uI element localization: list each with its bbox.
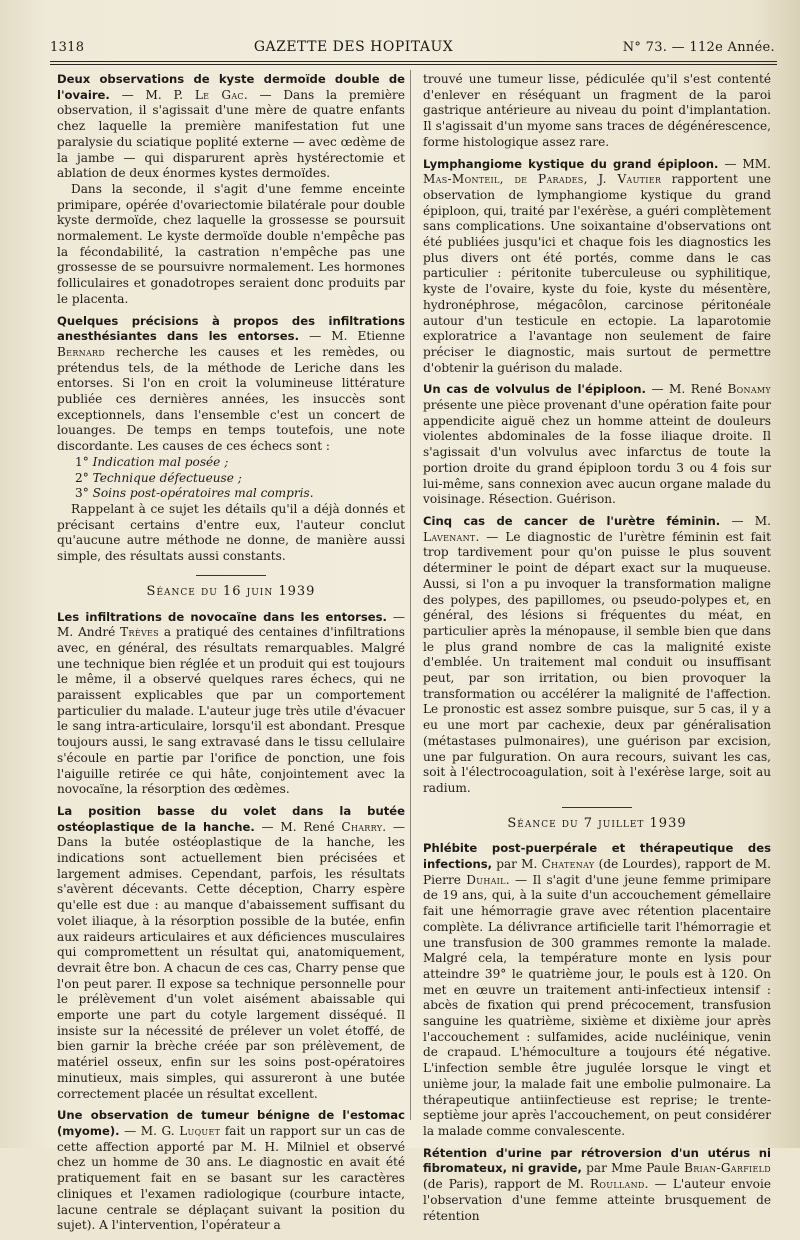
- article-heading: Les infiltrations de novocaïne dans les entorses.: [57, 609, 387, 624]
- author-name: Charry: [341, 819, 383, 834]
- left-column: [57, 72, 405, 1240]
- author-name: Le Gac: [194, 87, 244, 102]
- article-text: présente une pièce provenant d'une opération faite pour appendicite aiguë chez un homme atteint de douleurs violentes abdominales de la fosse iliaque droite. Il s'agissait d'un volvulus avec infarctus de toute la portion droite du grand épiploon tordu 3 ou 4 fois sur lui-même, sans connexion avec aucun organe malade du voisinage. Résection. Guérison.: [423, 398, 771, 507]
- author-prefix: — M. René: [651, 382, 722, 397]
- article-heading: Deux observations de kyste dermoïde double de l'ovaire.: [57, 72, 405, 102]
- article-heading: Quelques précisions à propos des infiltrations anesthésiantes dans les entorses.: [57, 313, 405, 344]
- article-text: . — Le diagnostic de l'urètre féminin est fait trop tardivement pour qu'on puisse le plus souvent déterminer le point de départ exact sur la muqueuse. Aussi, si l'on a pu invoquer la transformation maligne des polypes, des papillomes, ou pseudo-polypes et, en général, des lésions si fréquentes du méat, en particulier après la ménopause, il semble bien que dans le plus grand nombre de cas la malignité existe d'emblée. Un traitement mal conduit ou insuffisant peut, par son irritation, ou bien provoquer la transformation ou accélérer la malignité de l'affection. Le pronostic est assez sombre puisque, sur 5 cas, il y a eu une mort par cachexie, deux par généralisation (métastases pulmonaires), une guérison par excision, une par fulguration. On aura recours, suivant les cas, soit à l'électrocoagulation, soit à l'exérèse large, soit au radium.: [423, 529, 771, 795]
- author-prefix: — M.: [731, 513, 771, 528]
- author-name: Trèves: [120, 625, 159, 640]
- article-text: (de Lourdes), rapport de M. Pierre: [423, 857, 771, 887]
- article-paragraph: Rappelant à ce sujet les détails qu'il a déjà donnés et précisant certains d'entre eux, l'auteur conclut qu'aucune autre méthode ne donne, de manière aussi simple, des résultats aussi constants.: [57, 501, 405, 564]
- column-divider: [410, 70, 411, 1120]
- section-rule: [562, 807, 632, 808]
- article-infiltrations-anesthesiantes: [57, 314, 405, 565]
- article-text: . — L'auteur envoie l'observation d'une femme atteinte brusquement de rétention: [423, 1177, 771, 1223]
- author-prefix: par M.: [496, 857, 538, 872]
- author-prefix: — M. Etienne: [309, 329, 405, 344]
- author-name: Luquet: [179, 1124, 221, 1138]
- author-name: Bernard: [57, 344, 106, 359]
- article-text: . — Dans la première observation, il s'agissait d'une mère de quatre enfants chez laquelle la première manifestation fut une paralysie du sciatique poplité externe — avec œdème de la jambe — qui disparurent après hystérectomie et ablation de deux énormes kystes dermoïdes.: [57, 87, 405, 181]
- article-novocaine: [57, 610, 405, 798]
- reporter-name: Roulland: [590, 1177, 645, 1192]
- article-text: (de Paris), rapport de M.: [423, 1177, 584, 1192]
- article-paragraph: trouvé une tumeur lisse, pédiculée qu'il s'est contenté d'enlever en réséquant un fragment de la paroi gastrique antérieure au niveau du point d'implantation. Il s'agissait d'un myome sans traces de dégénérescence, forme histologique assez rare.: [423, 72, 771, 149]
- article-volvulus-epiploon: [423, 382, 771, 508]
- reporter-name: Duhail: [466, 872, 506, 887]
- article-heading: Phlébite post-puerpérale et thérapeutique des infections,: [423, 841, 771, 872]
- causes-list: [57, 455, 405, 502]
- author-prefix: — M. René: [261, 819, 335, 834]
- article-retention-urine: [423, 1146, 771, 1225]
- article-text: a pratiqué des centaines d'infiltrations avec, en général, des résultats remarquables. Malgré une technique bien réglée et un produit qui est toujours le même, il a observé quelques rares échecs, qui ne paraissent explicables que par un comportement particulier du malade. L'auteur juge très utile d'évacuer le sang intra-articulaire, lorsqu'il est abondant. Presque toujours aussi, le sang extravasé dans le tissu cellulaire s'écoule en partie par l'orifice de ponction, une fois l'aiguille retirée ce qui hâte, conjointement avec la novocaïne, la résorption des œdèmes.: [57, 625, 405, 797]
- author-name: Chatenay: [541, 857, 595, 872]
- list-item: 1° Indication mal posée ;: [75, 454, 229, 469]
- page-header: [50, 34, 775, 60]
- article-text: fait un rapport sur un cas de cette affection apporté par M. H. Milniel et observé chez un homme de 30 ans. Le diagnostic en avait été pratiquement fait en se basant sur les caractères cliniques et l'examen radiologique (courbure intacte, lacune centrale se déplaçant suivant la position du sujet). A l'intervention, l'opérateur a: [57, 1124, 405, 1233]
- article-phlebite: [423, 841, 771, 1139]
- article-heading: Lymphangiome kystique du grand épiploon.: [423, 156, 719, 171]
- article-heading: La position basse du volet dans la butée ostéoplastique de la hanche.: [57, 803, 405, 834]
- article-text: . — Dans la butée ostéoplastique de la hanche, les indications sont actuellement bien précisées et largement admises. Cependant, parfois, les résultats s'avèrent décevants. Cette déception, Charry espère qu'elle est due : au manque d'abaissement suffisant du volet iliaque, à la résorption possible de la butée, enfin aux raideurs articulaires et aux déficiences musculaires qui compromettent un résultat qui, anatomiquement, devrait être bon. A chacun de ces cas, Charry pense que l'on peut parer. Il expose sa technique personnelle pour le prélèvement d'un volet aisément abaissable qui emporte une part du cotyle largement disséqué. Il insiste sur la nécessité de prélever un volet étoffé, de bien garnir la brèche créée par son prélèvement, de matériel osseux, enfin sur les soins post-opératoires minutieux, mais simples, qui assureront à une butée correctement placée un résultat excellent.: [57, 819, 405, 1101]
- author-prefix: par Mme Paule: [586, 1161, 680, 1176]
- article-kyste-dermoide: [57, 72, 405, 308]
- author-name: Lavenant: [423, 529, 476, 544]
- article-text: rapportent une observation de lymphangiome kystique du grand épiploon, qui, traité par l'exérèse, a guéri complètement sans complications. Une soixantaine d'observations ont été publiées jusqu'ici et chaque fois les diagnostics les plus divers ont été portés, comme dans le cas particulier : péritonite tuberculeuse ou syphilitique, kyste de l'ovaire, kyste du foie, kyste du mésentère, hydronéphrose, mégacôlon, carcinose péritonéale autour d'un testicule en ectopie. La laparotomie exploratrice a l'avantage non seulement de faire préciser le diagnostic, mais surtout de permettre d'obtenir la guérison du malade.: [423, 172, 771, 375]
- issue-number: N° 73. — 112e Année.: [622, 39, 775, 55]
- article-heading: Cinq cas de cancer de l'urètre féminin.: [423, 513, 721, 528]
- right-column: [423, 72, 771, 1230]
- article-heading: Rétention d'urine par rétroversion d'un utérus ni fibromateux, ni gravide,: [423, 1145, 771, 1176]
- author-prefix: — M. André: [57, 609, 405, 640]
- section-rule: [196, 575, 266, 576]
- author-name: Bonamy: [727, 382, 771, 397]
- list-item: 2° Technique défectueuse ;: [75, 470, 242, 485]
- author-name: Brian-Garfield: [684, 1161, 771, 1176]
- article-paragraph: Dans la seconde, il s'agit d'une femme enceinte primipare, opérée d'ovariectomie bilatérale pour double kyste dermoïde, chez laquelle la grossesse se poursuit normalement. Le kyste dermoïde double n'empêche pas la fécondabilité, la castration n'empêche pas une grossesse de se poursuivre normalement. Les hormones folliculaires et gonadotropes seraient donc produits par le placenta.: [57, 181, 405, 306]
- seance-date-heading: Séance du 7 juillet 1939: [507, 815, 687, 831]
- author-name: Mas-Monteil, de Parades, J. Vautier: [423, 172, 662, 187]
- author-prefix: — MM.: [724, 156, 771, 171]
- article-butee-osteoplastique: [57, 804, 405, 1102]
- journal-title: GAZETTE DES HOPITAUX: [253, 39, 454, 55]
- author-prefix: — M. G.: [124, 1124, 175, 1138]
- page-number: 1318: [50, 39, 85, 55]
- article-text: . — Il s'agit d'une jeune femme primipare de 19 ans, qui, à la suite d'un accouchement gémellaire fait une hémorragie grave avec rétention placentaire complète. La délivrance artificielle tarit l'hémorragie et une transfusion de 300 grammes remonte la malade. Malgré cela, la température monte en lysis pour atteindre 39° le quatrième jour, le pouls est à 120. On met en œuvre un traitement anti-infectieux intensif : abcès de fixation qui prend précocement, transfusion sanguine les quatrième, sixième et dixième jour après l'accouchement : sulfamides, acide nucléinique, venin de crapaud. L'hémoculture a toujours été négative. L'infection semble être jugulée lorsque le vingt et unième jour, la malade fait une embolie pulmonaire. La thérapeutique antiinfectieuse est reprise; le trente-septième jour après l'accouchement, on peut considérer la malade comme convalescente.: [423, 872, 771, 1138]
- article-cancer-uretre: [423, 514, 771, 797]
- article-heading: Une observation de tumeur bénigne de l'estomac (myome).: [57, 1108, 405, 1138]
- seance-date-heading: Séance du 16 juin 1939: [146, 583, 316, 599]
- article-lymphangiome: [423, 157, 771, 377]
- article-myome-estomac: [57, 1108, 405, 1234]
- article-text: recherche les causes et les remèdes, ou prétendus tels, de la méthode de Leriche dans les entorses. Si l'on en croit la volumineuse littérature publiée ces dernières années, les insuccès sont exceptionnels, dans l'ensemble c'est un concert de louanges. De temps en temps toutefois, une note discordante. Les causes de ces échecs sont :: [57, 344, 405, 454]
- header-rule: [50, 61, 777, 65]
- author-prefix: — M. P.: [121, 87, 184, 102]
- article-myome-continuation: [423, 72, 771, 151]
- list-item: 3° Soins post-opératoires mal compris.: [75, 486, 314, 501]
- article-heading: Un cas de volvulus de l'épiploon.: [423, 382, 646, 397]
